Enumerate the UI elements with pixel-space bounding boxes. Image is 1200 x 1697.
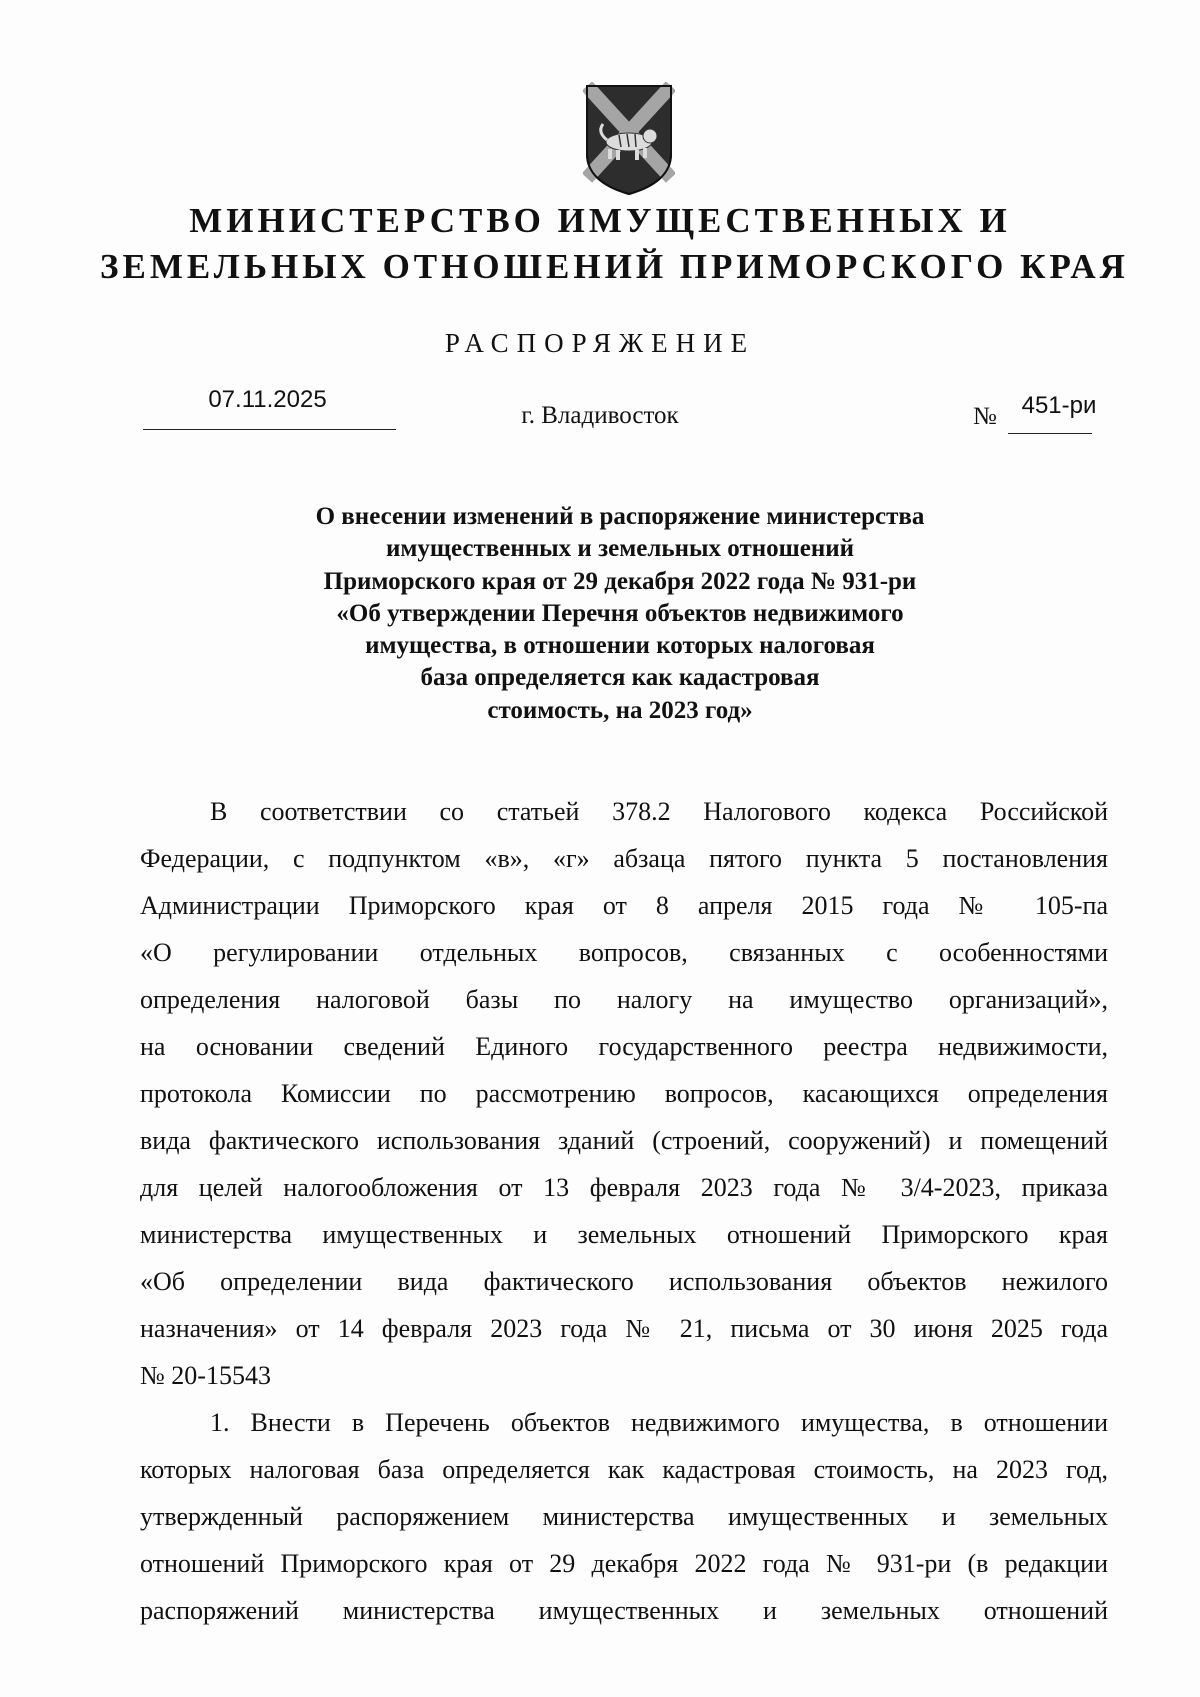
body-line: министерства имущественных и земельных отношений Приморского края (140, 1220, 1108, 1249)
document-type: РАСПОРЯЖЕНИЕ (444, 328, 756, 358)
coat-of-arms-icon (583, 82, 675, 197)
body-line: назначения» от 14 февраля 2023 года № 21, письма от 30 июня 2025 года (140, 1314, 1108, 1343)
document-date: 07.11.2025 (208, 386, 327, 413)
ministry-name-line-2: ЗЕМЕЛЬНЫХ ОТНОШЕНИЙ ПРИМОРСКОГО КРАЯ (100, 247, 1129, 286)
subject-line: О внесении изменений в распоряжение министерства (315, 503, 925, 530)
document-body (140, 788, 1108, 1634)
body-line: Администрации Приморского края от 8 апреля 2015 года № 105-па (140, 891, 1108, 920)
subject-line: имущества, в отношении которых налоговая (365, 632, 875, 660)
ministry-name-line-1: МИНИСТЕРСТВО ИМУЩЕСТВЕННЫХ И (189, 201, 1011, 240)
body-line: для целей налогообложения от 13 февраля 2023 года № 3/4-2023, приказа (140, 1173, 1108, 1202)
document-number: 451-ри (1021, 392, 1097, 419)
body-line: распоряжений министерства имущественных и земельных отношений (140, 1596, 1108, 1625)
body-line: «О регулировании отдельных вопросов, связанных с особенностями (140, 938, 1108, 967)
body-line: № 20-15543 (140, 1361, 271, 1390)
subject-line: стоимость, на 2023 год» (487, 696, 753, 724)
body-line: протокола Комиссии по рассмотрению вопросов, касающихся определения (140, 1079, 1108, 1108)
body-line: которых налоговая база определяется как кадастровая стоимость, на 2023 год, (140, 1455, 1108, 1484)
date-underline (143, 429, 396, 430)
subject-line: «Об утверждении Перечня объектов недвижимого (336, 599, 904, 627)
body-line: вида фактического использования зданий (строений, сооружений) и помещений (140, 1126, 1108, 1155)
body-line: 1. Внести в Перечень объектов недвижимого имущества, в отношении (210, 1408, 1108, 1437)
body-line: «Об определении вида фактического использования объектов нежилого (140, 1267, 1108, 1296)
subject-line: база определяется как кадастровая (420, 664, 820, 692)
subject-line: Приморского края от 29 декабря 2022 года № 931-ри (323, 567, 917, 595)
number-underline (1008, 433, 1092, 434)
subject-line: имущественных и земельных отношений (385, 535, 855, 563)
body-line: на основании сведений Единого государственного реестра недвижимости, (140, 1032, 1108, 1061)
body-line: отношений Приморского края от 29 декабря 2022 года № 931-ри (в редакции (140, 1549, 1108, 1578)
body-line: В соответствии со статьей 378.2 Налогового кодекса Российской (210, 797, 1108, 826)
body-line: утвержденный распоряжением министерства имущественных и земельных (140, 1502, 1108, 1531)
ministry-name (100, 198, 1129, 290)
document-subject (240, 501, 1000, 727)
body-line: Федерации, с подпунктом «в», «г» абзаца пятого пункта 5 постановления (140, 844, 1108, 873)
number-sign: № (973, 403, 997, 430)
body-line: определения налоговой базы по налогу на имущество организаций», (140, 985, 1108, 1014)
city-name: г. Владивосток (521, 402, 679, 429)
